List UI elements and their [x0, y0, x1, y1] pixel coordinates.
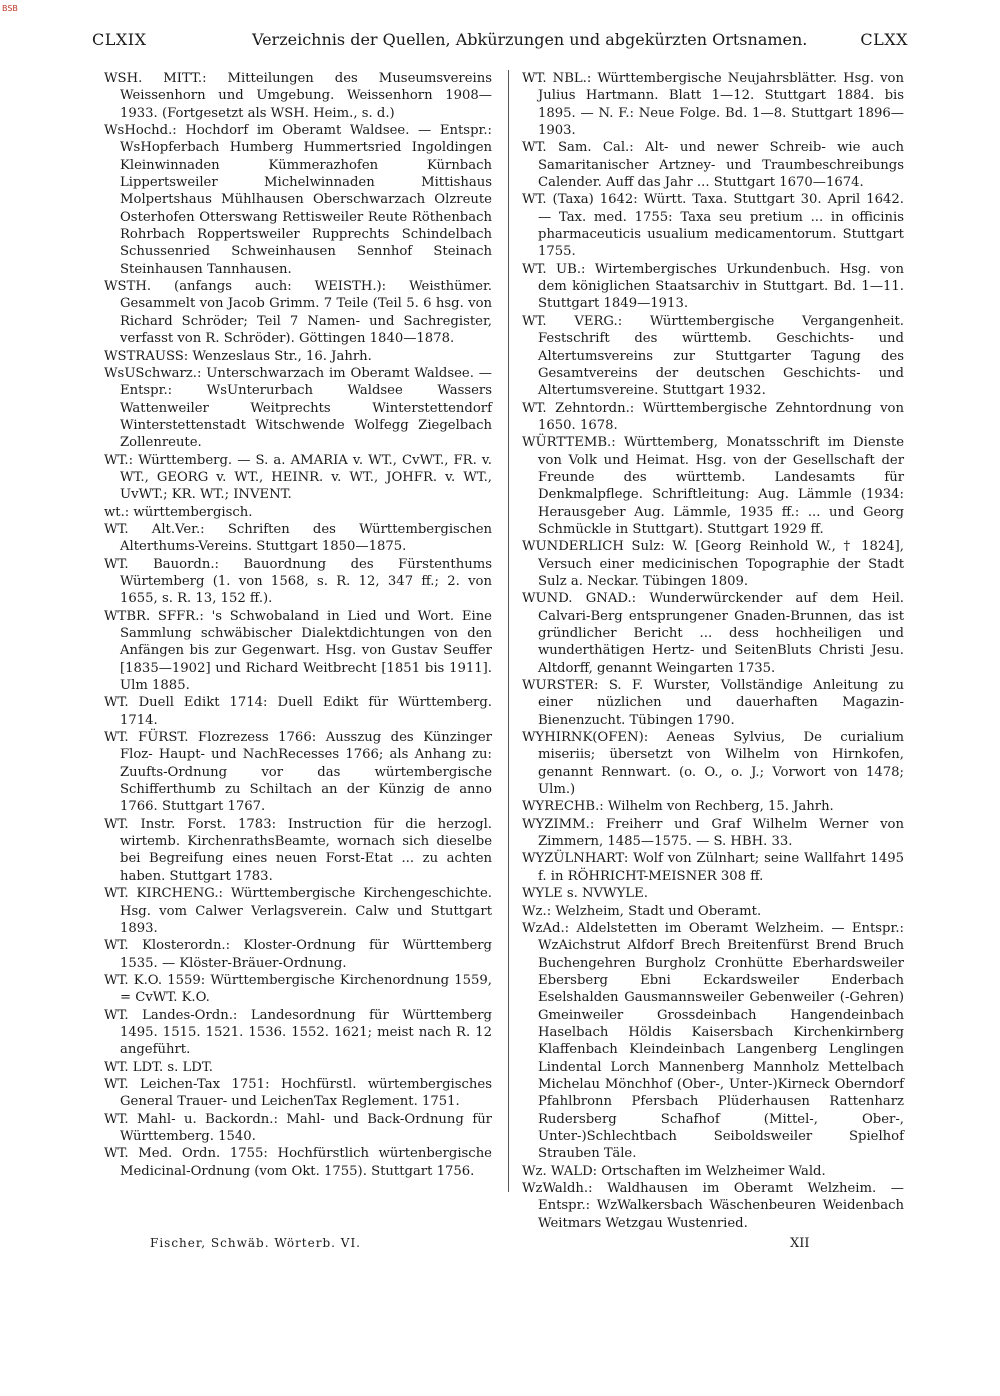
entry: WT.: Württemberg. — S. a. AMARIA v. WT., CvWT., FR. v. WT., GEORG v. WT., HEINR. v. WT., JOHFR. v. WT., UvWT.; KR. WT.; INVENT.	[104, 452, 492, 503]
entry: WUND. GNAD.: Wunderwürckender auf dem Heil. Calvari-Berg entsprungener Gnaden-Brunnen, das ist gründlicher Bericht ... dess hochheiligen und wunderthätigen Hertz- und SeitenBluts Christi Jesu. Altdorff, genannt Weingarten 1735.	[522, 591, 904, 676]
entry: WT. Bauordn.: Bauordnung des Fürstenthums Würtemberg (1. von 1568, s. R. 12, 347 ff.; 2. von 1655, s. R. 13, 152 ff.).	[104, 556, 492, 607]
entry: WÜRTTEMB.: Württemberg, Monatsschrift im Dienste von Volk und Heimat. Hsg. von der Gesellschaft der Freunde des württemb. Landesamts für Denkmalpflege. Schriftleitung: Aug. Lämmle (1934: Herausgeber Aug. Lämmle, 1935 ff.: ... und Georg Schmückle in Stuttgart). Stuttgart 1929 ff.	[522, 435, 904, 537]
entry: WT. NBL.: Württembergische Neujahrsblätter. Hsg. von Julius Hartmann. Blatt 1—12. Stuttgart 1884. bis 1895. — N. F.: Neue Folge. Bd. 1—8. Stuttgart 1896—1903.	[522, 71, 904, 139]
entry: WURSTER: S. F. Wurster, Vollständige Anleitung zu einer nüzlichen und dauerhaften Magazin-Bienenzucht. Tübingen 1790.	[522, 678, 904, 728]
entry: WsUSchwarz.: Unterschwarzach im Oberamt Waldsee. — Entspr.: WsUnterurbach Waldsee Wassers Wattenweiler Weitprechts Winterstettendorf Winterstettenstadt Witschwende Wolfegg Ziegelbach Zollenreute.	[104, 365, 492, 451]
entry: WT. LDT. s. LDT.	[104, 1059, 213, 1075]
entry: WT. Zehntordn.: Württembergische Zehntordnung von 1650. 1678.	[522, 400, 904, 433]
column-divider	[508, 70, 509, 1192]
left-column	[104, 70, 492, 1180]
page-header	[92, 30, 908, 54]
entry: WzAd.: Aldelstetten im Oberamt Welzheim. — Entspr.: WzAichstrut Alfdorf Brech Breitenfürst Brend Bruch Buchengehren Burgholz Cronhütte Eberhardsweiler Ebersberg Ebni Eckardsweiler Enderbach Eselshalden Gausmannsweiler Gebenweiler (-Gehren) Gmeinweiler Grossdeinbach Hangendeinbach Haselbach Höldis Kaisersbach Kirchenkirnberg Klaffenbach Kleindeinbach Langenberg Lenglingen Lindental Lorch Mannenberg Mannholz Mettelbach Michelau Mönchhof (Ober-, Unter-)Kirneck Oberndorf Pfahlbronn Pfersbach Plüderhausen Rattenharz Rudersberg Schafhof (Mittel-, Ober-, Unter-)Schlechtbach Seiboldsweiler Spielhof Strauben Täle.	[522, 920, 904, 1162]
entry: WYHIRNK(OFEN): Aeneas Sylvius, De curialium miseriis; übersetzt von Wilhelm von Hirnkofen, genannt Rennwart. (o. O., o. J.; Vorwort von 1478; Ulm.)	[522, 730, 904, 798]
footer-sheet-number: XII	[790, 1236, 810, 1251]
entry: Wz.: Welzheim, Stadt und Oberamt.	[522, 903, 762, 919]
entry: WUNDERLICH Sulz: W. [Georg Reinhold W., † 1824], Versuch einer medicinischen Topographie der Stadt Sulz a. Neckar. Tübingen 1809.	[522, 539, 904, 589]
entry: WT. Leichen-Tax 1751: Hochfürstl. würtembergisches General Trauer- und LeichenTax Reglement. 1751.	[104, 1076, 492, 1110]
entry: WT. Instr. Forst. 1783: Instruction für die herzogl. wirtemb. KirchenrathsBeamte, wornach sich dieselbe bei Begreifung eines neuen Forst-Etat ... zu achten haben. Stuttgart 1783.	[104, 816, 492, 884]
entry: Wz. WALD: Ortschaften im Welzheimer Wald.	[522, 1163, 826, 1179]
right-page-number: CLXX	[860, 30, 908, 49]
entry: WT. KIRCHENG.: Württembergische Kirchengeschichte. Hsg. vom Calwer Verlagsverein. Calw und Stuttgart 1893.	[104, 886, 492, 936]
entry: WTBR. SFFR.: 's Schwobaland in Lied und Wort. Eine Sammlung schwäbischer Dialektdichtungen von den Anfängen bis zur Gegenwart. Hsg. von Gustav Seuffer [1835—1902] und Richard Weitbrecht [1851 bis 1911]. Ulm 1885.	[104, 608, 492, 694]
entry: WSH. MITT.: Mitteilungen des Museumsvereins Weissenhorn und Umgebung. Weissenhorn 1908—1933. (Fortgesetzt als WSH. Heim., s. d.)	[104, 71, 492, 121]
running-title: Verzeichnis der Quellen, Abkürzungen und abgekürzten Ortsnamen.	[252, 30, 808, 49]
entry: WT. Mahl- u. Backordn.: Mahl- und Back-Ordnung für Württemberg. 1540.	[104, 1111, 492, 1144]
entry: WT. VERG.: Württembergische Vergangenheit. Festschrift des württemb. Geschichts- und Altertumsvereins zur Stuttgarter Tagung des Gesamtvereins der deutschen Geschichts- und Altertumsvereine. Stuttgart 1932.	[522, 313, 904, 399]
entry: WT. (Taxa) 1642: Württ. Taxa. Stuttgart 30. April 1642. — Tax. med. 1755: Taxa seu pretium ... in officinis pharmaceuticis usualium medicamentorum. Stuttgart 1755.	[522, 192, 904, 260]
entry: WT. Med. Ordn. 1755: Hochfürstlich würtenbergische Medicinal-Ordnung (vom Okt. 1755). Stuttgart 1756.	[104, 1146, 492, 1179]
entry: WT. FÜRST. Flozrezess 1766: Ausszug des Künzinger Floz- Haupt- und NachRecesses 1766; als Anhang zu: Zuufts-Ordnung vor das würtembergische Schifferthumb zu Schiltach an der Künzig de anno 1766. Stuttgart 1767.	[104, 730, 492, 815]
left-page-number: CLXIX	[92, 30, 147, 49]
entry: WT. Sam. Cal.: Alt- und newer Schreib- wie auch Samaritanischer Artzney- und Traumbeschreibungs Calender. Auff das Jahr ... Stuttgart 1670—1674.	[522, 140, 904, 191]
entry: WYZIMM.: Freiherr und Graf Wilhelm Werner von Zimmern, 1485—1575. — S. HBH. 33.	[522, 816, 904, 850]
entry: WYRECHB.: Wilhelm von Rechberg, 15. Jahrh.	[522, 799, 834, 815]
entry: WT. Landes-Ordn.: Landesordnung für Württemberg 1495. 1515. 1521. 1536. 1552. 1621; meist nach R. 12 angeführt.	[104, 1007, 492, 1058]
entry: WT. UB.: Wirtembergisches Urkundenbuch. Hsg. von dem königlichen Staatsarchiv in Stuttgart. Bd. 1—11. Stuttgart 1849—1913.	[522, 261, 904, 312]
entry: WzWaldh.: Waldhausen im Oberamt Welzheim. — Entspr.: WzWalkersbach Wäschenbeuren Weidenbach Weitmars Wetzgau Wustenried.	[522, 1181, 904, 1231]
entry: WSTRAUSS: Wenzeslaus Str., 16. Jahrh.	[104, 348, 372, 364]
entry: WYZÜLNHART: Wolf von Zülnhart; seine Wallfahrt 1495 f. in RÖHRICHT-MEISNER 308 ff.	[522, 851, 904, 884]
entry: wt.: württembergisch.	[104, 504, 253, 520]
entry: WsHochd.: Hochdorf im Oberamt Waldsee. — Entspr.: WsHopferbach Humberg Hummertsried Ingoldingen Kleinwinnaden Kümmerazhofen Kürnbach Lippertsweiler Michelwinnaden Mittishaus Molpertshaus Mühlhausen Oberschwarzach Olzreute Osterhofen Otterswang Rettisweiler Reute Röthenbach Rohrbach Roppertsweiler Rupprechts Schindelbach Schussenried Schweinhausen Sennhof Steinach Steinhausen Tannhausen.	[104, 123, 492, 277]
footer-signature: Fischer, Schwäb. Wörterb. VI.	[150, 1236, 361, 1250]
entry: WSTH. (anfangs auch: WEISTH.): Weisthümer. Gesammelt von Jacob Grimm. 7 Teile (Teil 5. 6 hsg. von Richard Schröder; Teil 7 Namen- und Sachregister, verfasst von R. Schröder). Göttingen 1840—1878.	[104, 279, 492, 347]
entry: WT. Duell Edikt 1714: Duell Edikt für Württemberg. 1714.	[104, 695, 492, 728]
right-column	[522, 70, 904, 1232]
entry: WYLE s. NVWYLE.	[522, 886, 648, 902]
entry: WT. K.O. 1559: Württembergische Kirchenordnung 1559, = CvWT. K.O.	[104, 972, 492, 1006]
entry: WT. Klosterordn.: Kloster-Ordnung für Württemberg 1535. — Klöster-Bräuer-Ordnung.	[104, 938, 492, 971]
library-stamp: BSB	[2, 4, 18, 13]
entry: WT. Alt.Ver.: Schriften des Württembergischen Alterthums-Vereins. Stuttgart 1850—1875.	[104, 521, 492, 555]
